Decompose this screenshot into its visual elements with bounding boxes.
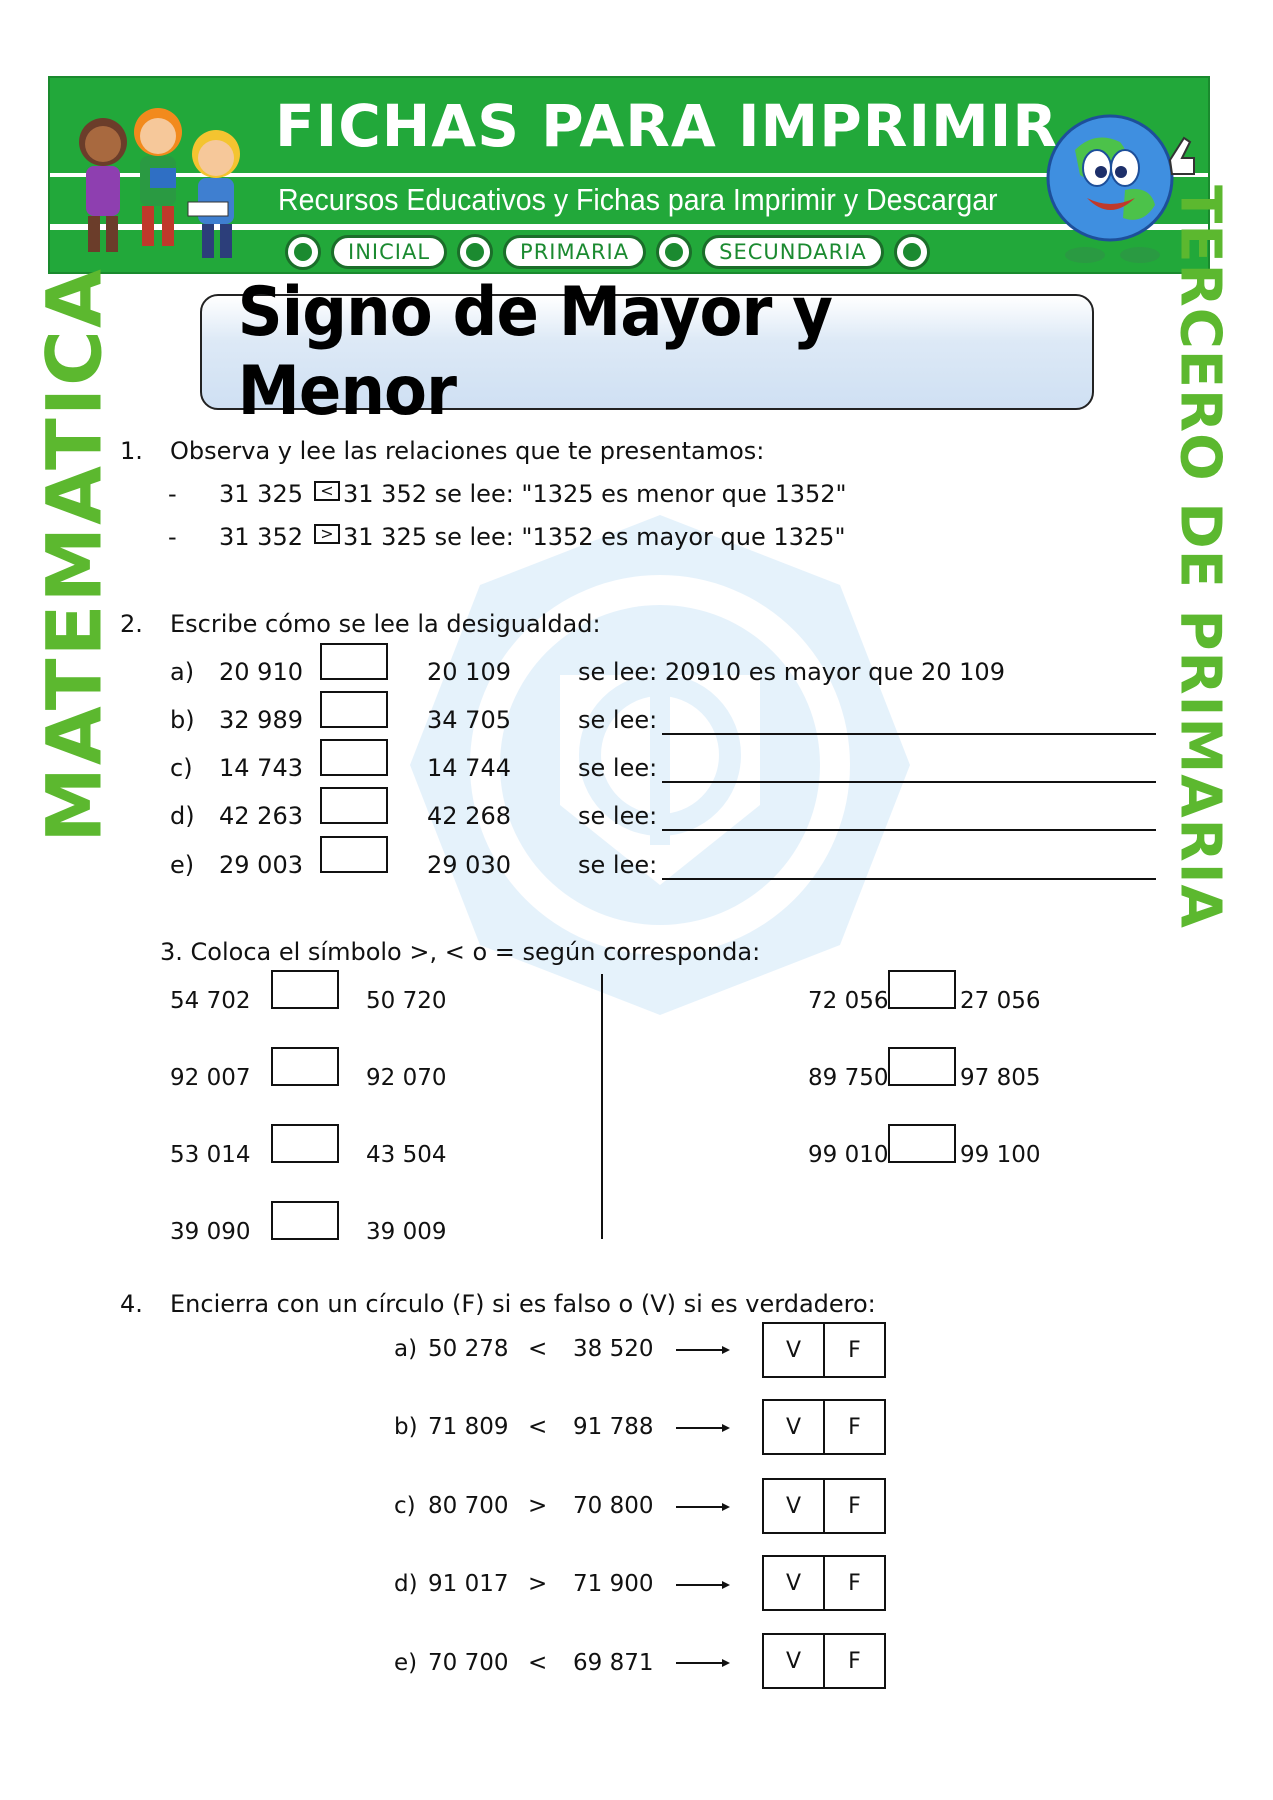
q3-answer-box[interactable] [888,1047,956,1086]
q1-row1-dash: - [168,480,177,508]
q2-answer-box[interactable] [320,691,388,728]
q2-row-reading-label: se lee: [578,754,658,782]
level-dot-icon [285,234,321,270]
q2-answer-box[interactable] [320,836,388,873]
level-dot-icon [894,234,930,270]
false-option[interactable]: F [848,1337,861,1363]
q3-answer-box[interactable] [888,970,956,1009]
level-dot-icon [457,234,493,270]
q3-answer-box[interactable] [271,1047,339,1086]
banner-subtitle: Recursos Educativos y Fichas para Imprimir y Descargar [278,182,998,217]
q4-row-number-a: 91 017 [428,1571,509,1597]
q3-right-number-b: 27 056 [960,988,1041,1014]
true-option[interactable]: V [764,1635,825,1687]
q3-column-divider [601,974,603,1239]
q3-answer-box[interactable] [271,1201,339,1240]
q2-row-number-a: 20 910 [219,658,303,686]
q2-row-number-a: 32 989 [219,706,303,734]
q2-row-number-b: 29 030 [427,851,511,879]
q4-instruction: Encierra con un círculo (F) si es falso o (V) si es verdadero: [170,1290,876,1318]
q2-answer-line[interactable] [662,781,1156,783]
side-label-left [29,267,119,843]
true-option[interactable]: V [764,1480,825,1532]
true-option[interactable]: V [764,1557,825,1609]
level-inicial-button[interactable]: INICIAL [331,235,447,269]
q1-row1-number: 31 325 [219,480,303,508]
q3-right-number-a: 89 750 [808,1065,889,1091]
q2-instruction: Escribe cómo se lee la desigualdad: [170,610,601,638]
q4-row-operator: < [528,1650,548,1676]
q1-row2-symbol: > [314,524,340,544]
q4-true-false-box [762,1322,886,1378]
q2-answer-line[interactable] [662,829,1156,831]
true-option[interactable]: V [764,1324,825,1376]
header-banner [48,76,1210,274]
q1-number: 1. [120,437,143,465]
q2-row-reading: se lee: 20910 es mayor que 20 109 [578,658,1005,686]
q3-right-number-b: 97 805 [960,1065,1041,1091]
q2-number: 2. [120,610,143,638]
q2-row-label: a) [170,658,195,686]
false-option[interactable]: F [848,1570,861,1596]
level-nav [285,233,930,271]
arrow-right-icon [676,1423,730,1433]
q2-row-number-a: 14 743 [219,754,303,782]
q3-left-number-b: 92 070 [366,1065,447,1091]
q3-right-number-b: 99 100 [960,1142,1041,1168]
q4-row-label: c) [394,1493,416,1519]
level-secundaria-button[interactable]: SECUNDARIA [702,235,884,269]
q4-row-number-b: 71 900 [573,1571,654,1597]
q3-instruction: 3. Coloca el símbolo >, < o = según corresponda: [160,938,761,966]
q4-row-label: e) [394,1650,418,1676]
q1-row1-symbol: < [314,481,340,501]
arrow-right-icon [676,1502,730,1512]
level-dot-icon [656,234,692,270]
q4-row-operator: > [528,1571,548,1597]
q3-left-number-a: 54 702 [170,988,251,1014]
q3-answer-box[interactable] [888,1124,956,1163]
q4-true-false-box [762,1478,886,1534]
q2-row-number-a: 29 003 [219,851,303,879]
q4-row-number-a: 71 809 [428,1414,509,1440]
q2-row-reading-label: se lee: [578,802,658,830]
q2-row-reading-label: se lee: [578,706,658,734]
true-option[interactable]: V [764,1401,825,1453]
q2-answer-line[interactable] [662,733,1156,735]
q3-answer-box[interactable] [271,970,339,1009]
q4-true-false-box [762,1633,886,1689]
q2-row-label: d) [170,802,195,830]
q2-row-label: c) [170,754,193,782]
false-option[interactable]: F [848,1648,861,1674]
q2-row-number-a: 42 263 [219,802,303,830]
q4-row-number-a: 70 700 [428,1650,509,1676]
q4-true-false-box [762,1555,886,1611]
q3-left-number-a: 92 007 [170,1065,251,1091]
q3-right-number-a: 72 056 [808,988,889,1014]
arrow-right-icon [676,1345,730,1355]
q3-left-number-b: 50 720 [366,988,447,1014]
q1-instruction: Observa y lee las relaciones que te presentamos: [170,437,765,465]
arrow-right-icon [676,1658,730,1668]
side-label-right [1160,185,1240,929]
false-option[interactable]: F [848,1414,861,1440]
q1-row1-reading: 31 352 se lee: "1325 es menor que 1352" [343,480,847,508]
grade-label: TERCERO DE PRIMARIA [1167,185,1233,929]
q4-row-number-b: 38 520 [573,1336,654,1362]
q2-answer-box[interactable] [320,787,388,824]
q4-row-operator: < [528,1414,548,1440]
q2-row-number-b: 20 109 [427,658,511,686]
kids-illustration-icon [58,92,258,267]
q4-row-operator: < [528,1336,548,1362]
subject-label: MATEMATICA [29,267,119,843]
q3-left-number-b: 43 504 [366,1142,447,1168]
q1-row2-number: 31 352 [219,523,303,551]
q4-row-number-b: 69 871 [573,1650,654,1676]
q4-row-number-a: 50 278 [428,1336,509,1362]
q4-row-number-a: 80 700 [428,1493,509,1519]
q2-row-number-b: 14 744 [427,754,511,782]
q4-row-label: b) [394,1414,418,1440]
q4-true-false-box [762,1399,886,1455]
q1-row2-dash: - [168,523,177,551]
q3-left-number-a: 53 014 [170,1142,251,1168]
q1-row2-reading: 31 325 se lee: "1352 es mayor que 1325" [343,523,846,551]
q2-row-label: e) [170,851,195,879]
page-title: Signo de Mayor y Menor [237,273,833,431]
page-title-box [200,273,1094,431]
q2-row-reading-label: se lee: [578,851,658,879]
q3-answer-box[interactable] [271,1124,339,1163]
false-option[interactable]: F [848,1493,861,1519]
q4-number: 4. [120,1290,143,1318]
q4-row-number-b: 91 788 [573,1414,654,1440]
q2-answer-line[interactable] [662,878,1156,880]
q2-row-number-b: 34 705 [427,706,511,734]
q2-row-label: b) [170,706,195,734]
q4-row-label: a) [394,1336,418,1362]
banner-title: FICHAS PARA IMPRIMIR [275,92,1058,160]
q3-right-number-a: 99 010 [808,1142,889,1168]
q4-row-operator: > [528,1493,548,1519]
q2-answer-box[interactable] [320,739,388,776]
level-primaria-button[interactable]: PRIMARIA [503,235,646,269]
q4-row-number-b: 70 800 [573,1493,654,1519]
q2-row-number-b: 42 268 [427,802,511,830]
q2-answer-box[interactable] [320,643,388,680]
q3-left-number-a: 39 090 [170,1219,251,1245]
q3-left-number-b: 39 009 [366,1219,447,1245]
q4-row-label: d) [394,1571,418,1597]
arrow-right-icon [676,1580,730,1590]
